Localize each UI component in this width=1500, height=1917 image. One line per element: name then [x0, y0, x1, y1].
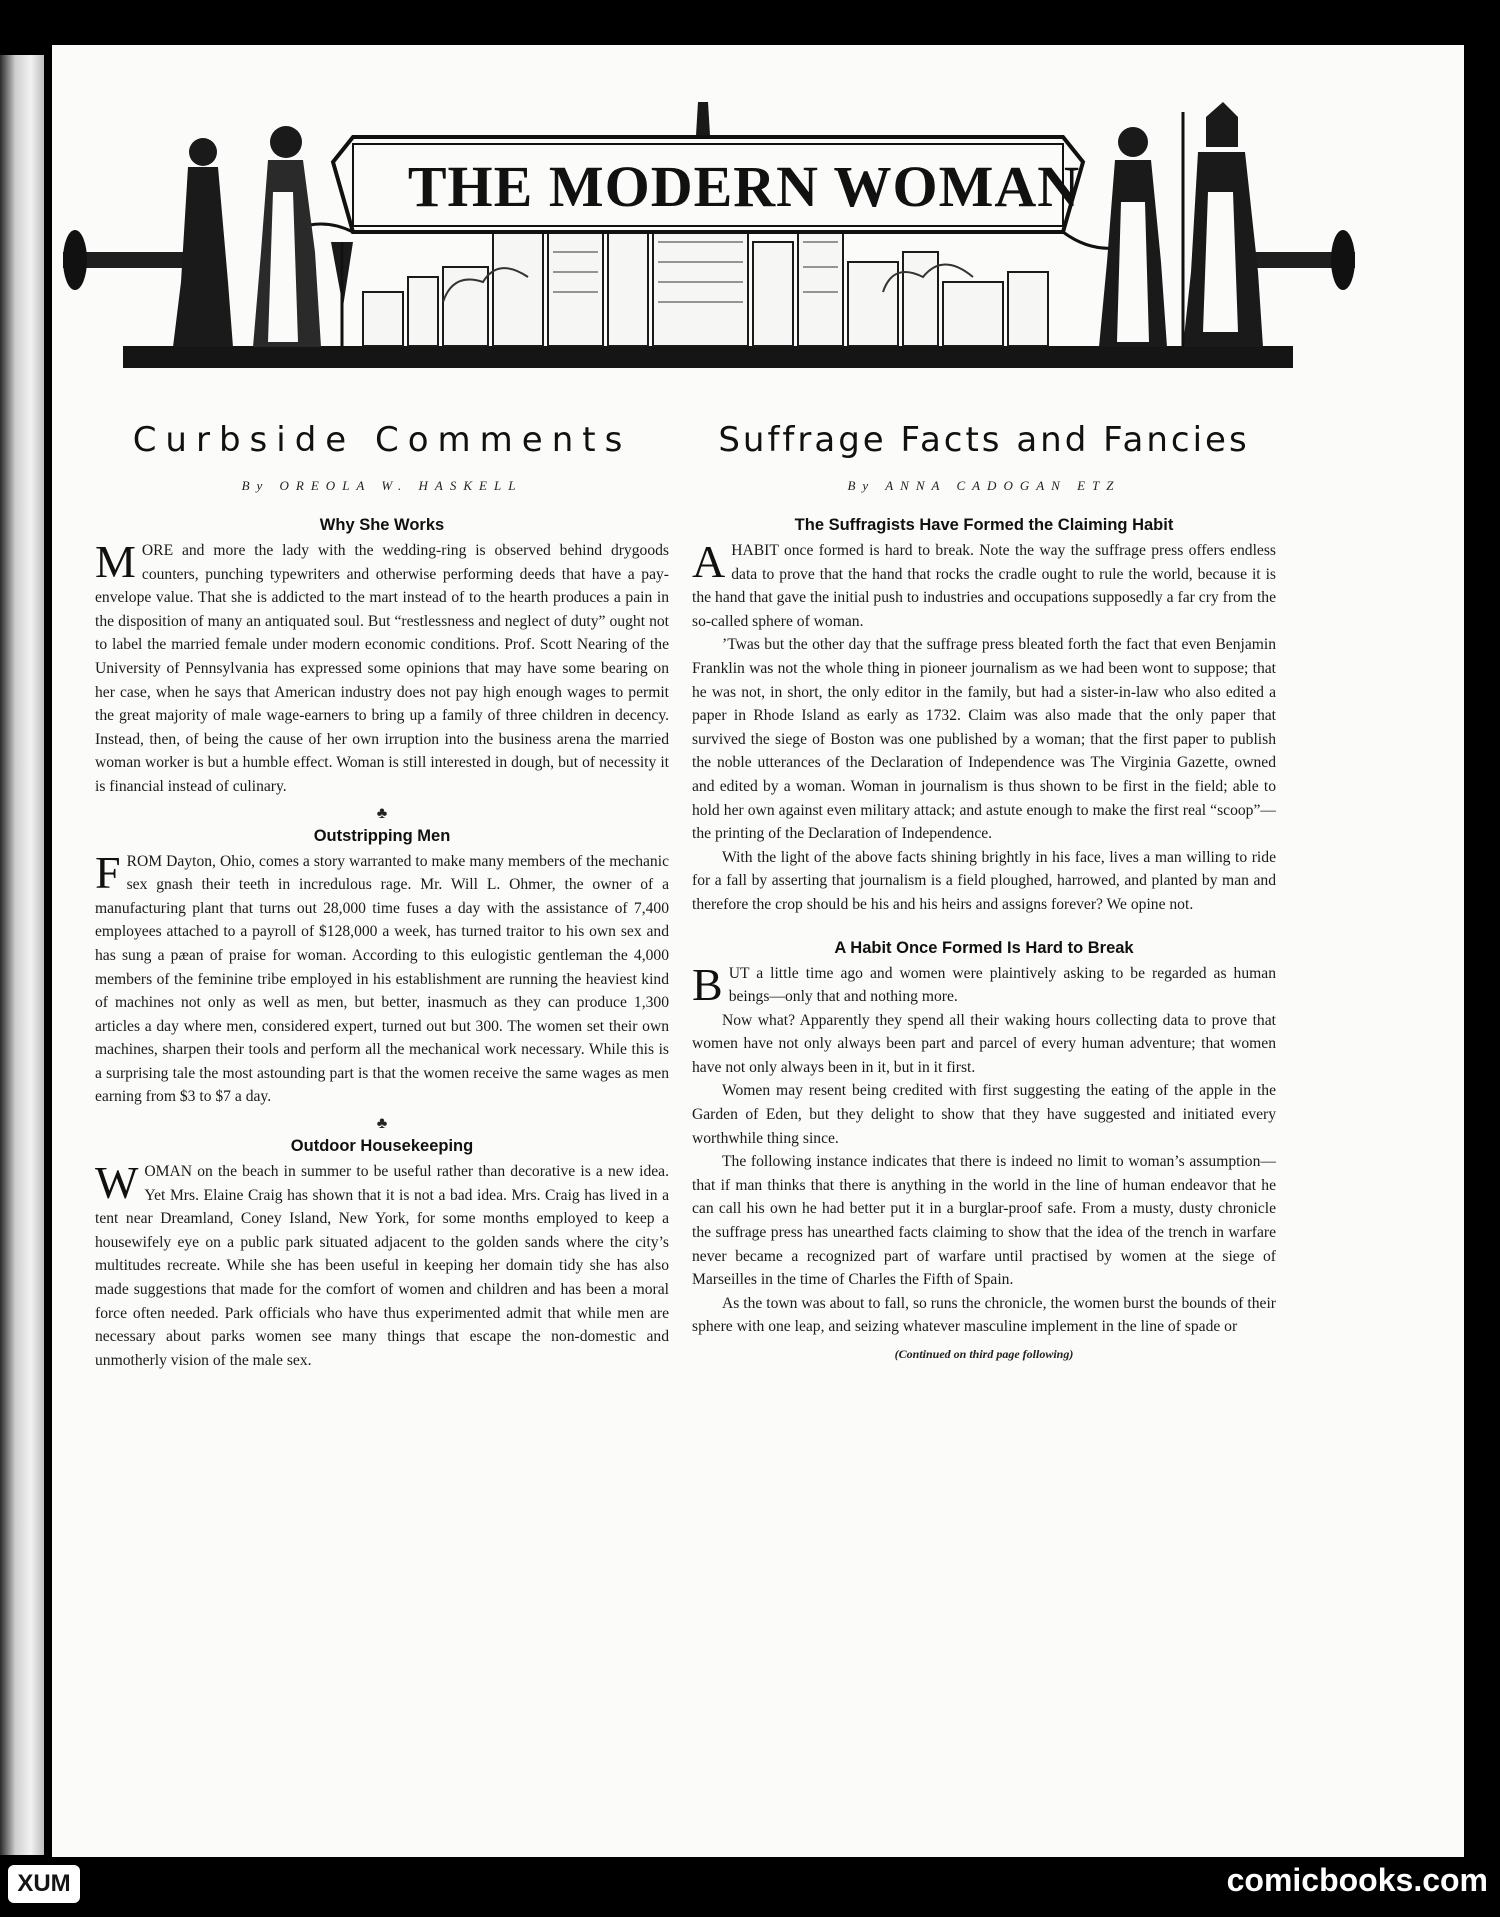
- banner-illustration: [63, 92, 1355, 382]
- article-paragraph: [95, 536, 669, 799]
- left-byline: By OREOLA W. HASKELL: [241, 478, 523, 493]
- banner-title: THE MODERN WOMAN: [407, 153, 1081, 219]
- section-heading: Outstripping Men: [313, 826, 451, 845]
- left-column: [95, 420, 669, 1372]
- paragraph-text: HABIT once formed is hard to break. Note the way the suffrage press offers endless data to prove that the hand that rocks the cradle ought to rule the world, because it is the hand that gave the initial push to industries and occupations supposedly a far cry from the so-called sphere of woman.: [692, 542, 1276, 630]
- article-paragraph: [692, 958, 1276, 1010]
- article-paragraph: With the light of the above facts shining brightly in his face, lives a man willing to ride for a fall by asserting that journalism is a field ploughed, harrowed, and planted by man and therefore the crop should be his and his heirs and assigns forever? We opine not.: [692, 848, 1276, 913]
- right-byline: By ANNA CADOGAN ETZ: [847, 478, 1121, 493]
- section-ornament: ♣: [376, 1115, 388, 1133]
- article-paragraph: The following instance indicates that there is indeed no limit to woman’s assumption—that if man thinks that there is anything in the world in the line of human endeavor that he can call his own he had better put it in a burglar-proof safe. From a musty, dusty chronicle the suffrage press has unearthed facts claiming to show that the idea of the trench in warfare never became a recognized part of warfare until practised by women at the siege of Marseilles in the time of Charles the Fifth of Spain.: [692, 1153, 1276, 1289]
- article-paragraph: [692, 536, 1276, 633]
- paragraph-text: ORE and more the lady with the wedding-ring is observed behind drygoods counters, punching typewriters and otherwise performing deeds that have a pay-envelope value. That she is addicted to the mart instead of to the hearth produces a pain in the disposition of many an antiquated soul. But “restlessness and neglect of duty” ought not to label the married female under modern economic conditions. Prof. Scott Nearing of the University of Pennsylvania has expressed some opinions that may have some bearing on her case, when he says that American industry does not pay high enough wages to permit the great majority of male wage-earners to bring up a family of three children in decency. Instead, then, of being the cause of her own irruption into the business arena the married woman worker is but a humble effect. Woman is still interested in dough, but of necessity it is financial instead of culinary.: [95, 542, 669, 795]
- watermark-text: comicbooks.com: [1226, 1862, 1488, 1898]
- continued-note: (Continued on third page following): [894, 1347, 1074, 1361]
- section-ornament: ♣: [376, 804, 388, 822]
- drop-cap: B: [692, 958, 723, 1010]
- drop-cap: F: [95, 846, 121, 898]
- header-banner: [63, 92, 1355, 382]
- article-paragraph: [95, 846, 669, 1110]
- section-heading: Why She Works: [319, 516, 445, 534]
- article-paragraph: As the town was about to fall, so runs the chronicle, the women burst the bounds of their sphere with one leap, and seizing whatever masculine implement in the line of spade or: [692, 1294, 1276, 1336]
- drop-cap: M: [95, 536, 136, 587]
- paragraph-text: ROM Dayton, Ohio, comes a story warranted to make many members of the mechanic sex gnash their teeth in incredulous rage. Mr. Will L. Ohmer, the owner of a manufacturing plant that turns out 28,000 time fuses a day with the assistance of 7,400 employees attached to a payroll of $128,000 a week, has turned traitor to his own sex and has sung a pæan of praise for woman. According to this eulogistic gentleman the 4,000 members of the feminine tribe employed in his establishment are running the heaviest kind of machines not only as well as men, but better, inasmuch as they can produce 1,300 articles a day where men, considered expert, turned out but 300. The women set their own machines, sharpen their tools and perform all the mechanical work necessary. While this is a surprising tale the most astounding part is that the women receive the same wages as men earning from $3 to $7 a day.: [95, 852, 669, 1106]
- right-column-title: Suffrage Facts and Fancies: [718, 420, 1250, 460]
- paragraph-text: OMAN on the beach in summer to be useful rather than decorative is a new idea. Yet Mrs. Elaine Craig has shown that it is not a bad idea. Mrs. Craig has lived in a tent near Dreamland, Coney Island, New York, for some months employed to keep a housewifely eye on a public park situated adjacent to the golden sands where the city’s multitudes recreate. While she has been useful in keeping her domain tidy she has also made suggestions that made for the comfort of women and children and has been a moral force often needed. Park officials who have thus experimented admit that while men are necessary about parks women see many things that escape the non-domestic and unmotherly vision of the male sex.: [95, 1163, 669, 1369]
- right-column: [692, 420, 1276, 1362]
- drop-cap: W: [95, 1157, 139, 1209]
- scan-source-tag: XUM: [8, 1865, 80, 1903]
- article-paragraph: ’Twas but the other day that the suffrage press bleated forth the fact that even Benjamin Franklin was not the whole thing in pioneer journalism as we had been wont to suppose; that he was not, in short, the only editor in the family, but had a sister-in-law who also edited a paper in Rhode Island as early as 1732. Claim was also made that the only paper that survived the siege of Boston was one published by a woman; that the first paper to publish the noble utterances of the Declaration of Independence was The Virginia Gazette, owned and edited by a woman. Woman in journalism is thus shown to be first in the field; able to hold her own against even military attack; and astute enough to make the first real “scoop”—the printing of the Declaration of Independence.: [692, 636, 1276, 843]
- left-column-title: Curbside Comments: [132, 420, 632, 460]
- section-heading: The Suffragists Have Formed the Claiming Habit: [794, 516, 1174, 534]
- book-spine: [0, 55, 44, 1855]
- drop-cap: A: [692, 536, 726, 587]
- article-paragraph: Women may resent being credited with first suggesting the eating of the apple in the Garden of Eden, but they delight to show that they have suggested and initiated every worthwhile thing since.: [692, 1082, 1276, 1147]
- paragraph-text: UT a little time ago and women were plaintively asking to be regarded as human beings—only that and nothing more.: [728, 964, 1276, 1006]
- section-heading: Outdoor Housekeeping: [290, 1137, 474, 1156]
- section-heading: A Habit Once Formed Is Hard to Break: [834, 938, 1134, 957]
- article-paragraph: Now what? Apparently they spend all their waking hours collecting data to prove that women have not only always been part and parcel of every human adventure; that women have not only always been in it, but in it first.: [692, 1011, 1276, 1076]
- article-paragraph: [95, 1157, 669, 1372]
